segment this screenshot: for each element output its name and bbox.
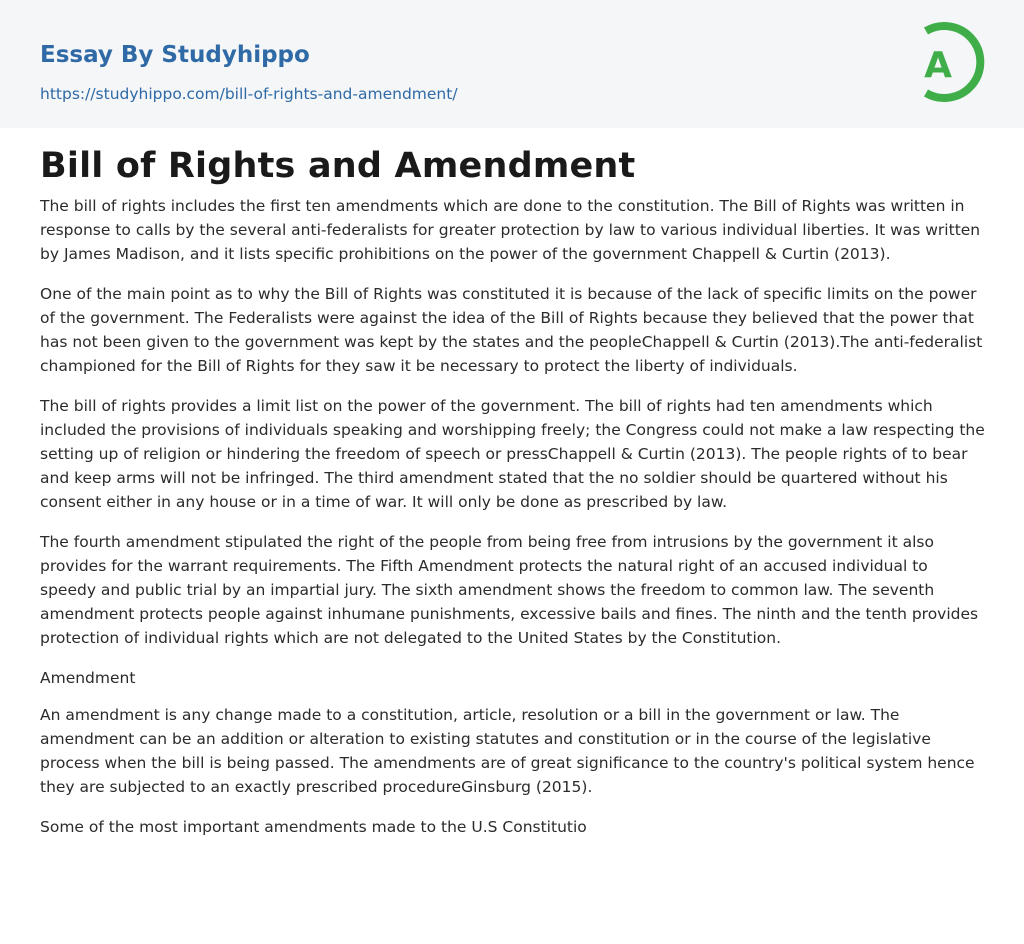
brand-title[interactable]: Essay By Studyhippo xyxy=(40,42,310,68)
studyhippo-logo-icon[interactable] xyxy=(912,19,986,105)
page-url-link[interactable]: https://studyhippo.com/bill-of-rights-and-amendment/ xyxy=(40,85,458,103)
paragraph: The fourth amendment stipulated the right of the people from being free from intrusions by the government it also provides for the warrant requirements. The Fifth Amendment protects the natural right of an accused individual to speedy and public trial by an impartial jury. The sixth amendment shows the freedom to common law. The seventh amendment protects people against inhumane punishments, excessive bails and fines. The ninth and the tenth provides protection of individual rights which are not delegated to the United States by the Constitution. xyxy=(40,533,979,647)
paragraph: An amendment is any change made to a constitution, article, resolution or a bill in the government or law. The amendment can be an addition or alteration to existing statutes and constitution or in the course of the legislative process when the bill is being passed. The amendments are of great significance to the country's political system hence they are subjected to an exactly prescribed procedureGinsburg (2015). xyxy=(40,706,975,796)
article-body xyxy=(40,194,986,855)
paragraph: The bill of rights includes the first ten amendments which are done to the constitution. The Bill of Rights was written in response to calls by the several anti-federalists for greater protection by law to various individual liberties. It was written by James Madison, and it lists specific prohibitions on the power of the government Chappell & Curtin (2013). xyxy=(40,197,981,263)
paragraph: Some of the most important amendments made to the U.S Constitutio xyxy=(40,818,587,836)
paragraph: One of the main point as to why the Bill of Rights was constituted it is because of the lack of specific limits on the power of the government. The Federalists were against the idea of the Bill of Rights because they believed that the power that has not been given to the government was kept by the states and the peopleChappell & Curtin (2013).The anti-federalist championed for the Bill of Rights for they saw it be necessary to protect the liberty of individuals. xyxy=(40,285,983,375)
section-subheading: Amendment xyxy=(40,669,136,687)
article-title: Bill of Rights and Amendment xyxy=(40,146,636,186)
paragraph: The bill of rights provides a limit list on the power of the government. The bill of rights had ten amendments which included the provisions of individuals speaking and worshipping freely; the Congress could not make a law respecting the setting up of religion or hindering the freedom of speech or pressChappell & Curtin (2013). The people rights of to bear and keep arms will not be infringed. The third amendment stated that the no soldier should be quartered without his consent either in any house or in a time of war. It will only be done as prescribed by law. xyxy=(40,397,985,511)
logo-letter: A xyxy=(924,45,952,86)
